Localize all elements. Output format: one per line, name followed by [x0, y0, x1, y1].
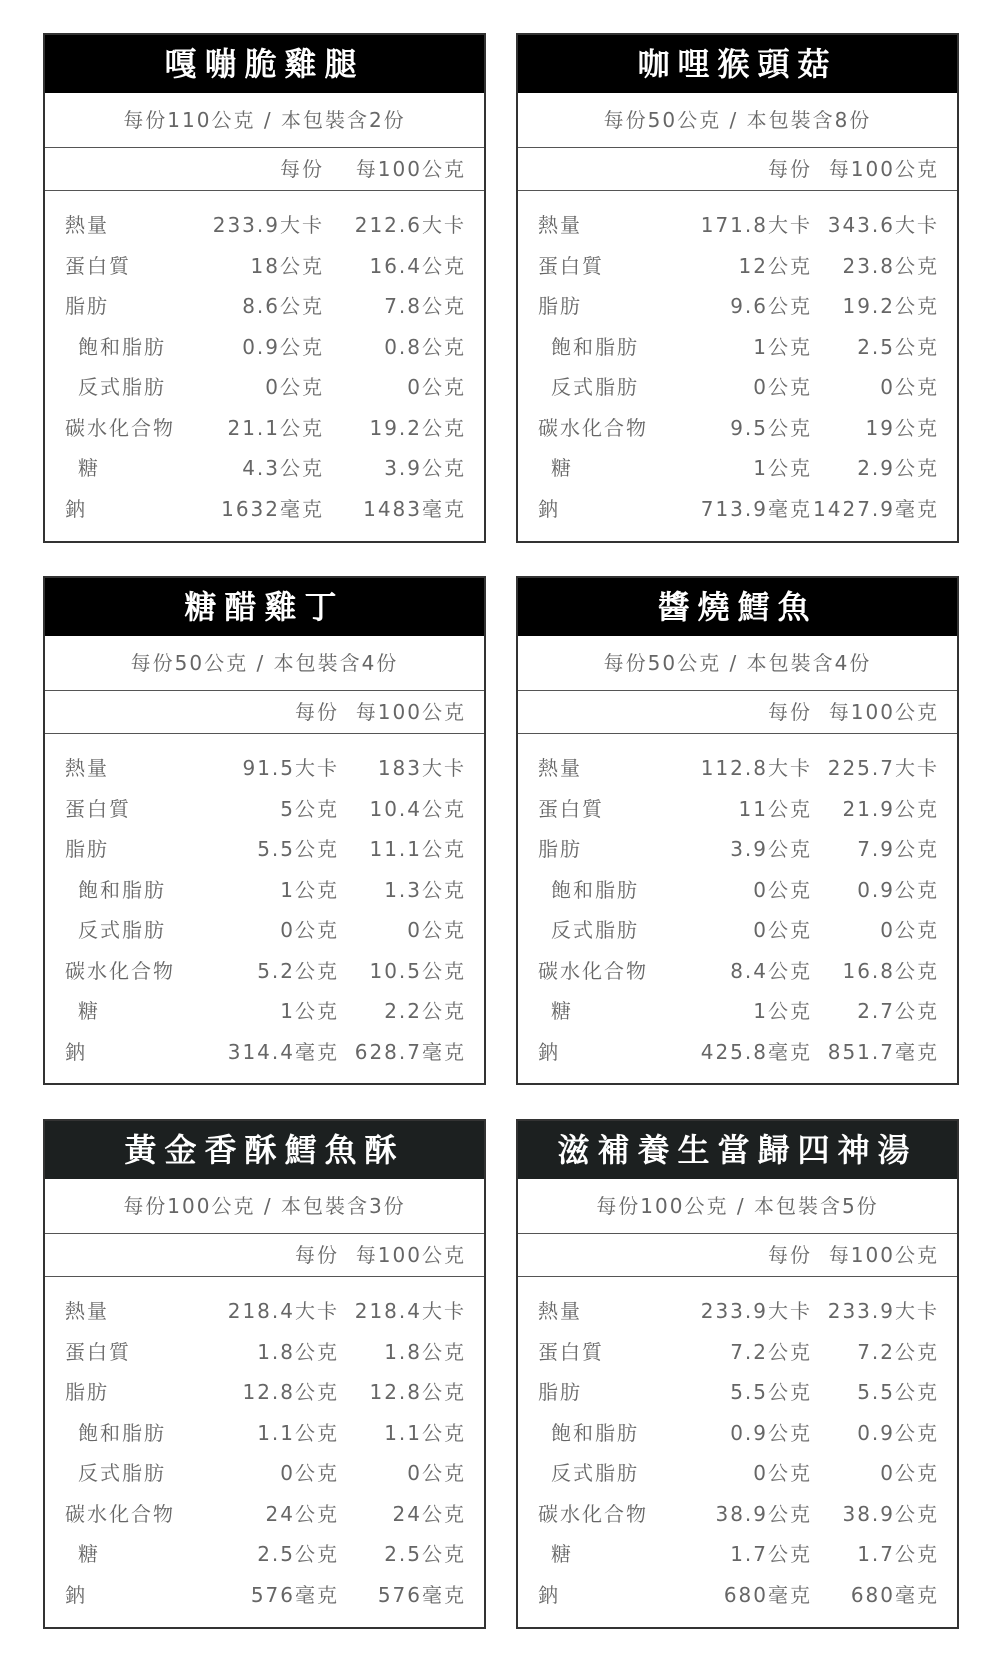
per-100g-value: 19.2公克 [842, 294, 939, 318]
nutrient-row [45, 951, 484, 992]
nutrient-label: 碳水化合物 [65, 415, 175, 440]
nutrient-row [518, 489, 957, 530]
product-title: 嘎嘣脆雞腿 [45, 35, 484, 93]
per-100g-value: 38.9公克 [842, 1501, 939, 1526]
nutrient-row [45, 910, 484, 951]
per-100g-value: 0.8公克 [384, 334, 466, 359]
per-serving-value: 1.8公克 [257, 1339, 339, 1364]
nutrient-label: 碳水化合物 [538, 1501, 648, 1526]
per-100g-value: 851.7毫克 [827, 1039, 939, 1064]
per-serving-header: 每份 [295, 700, 339, 724]
nutrient-row [518, 870, 957, 911]
per-100g-header: 每100公克 [828, 1243, 939, 1267]
per-serving-value: 5公克 [280, 796, 339, 821]
nutrient-row [518, 1575, 957, 1616]
product-title: 黃金香酥鱈魚酥 [45, 1121, 484, 1179]
per-serving-value: 680毫克 [723, 1582, 812, 1607]
per-serving-value: 0公克 [265, 375, 324, 399]
nutrient-row [45, 1413, 484, 1454]
nutrient-row [45, 1032, 484, 1073]
nutrient-label: 熱量 [65, 1299, 109, 1323]
column-header [45, 1234, 484, 1277]
nutrient-label: 蛋白質 [65, 253, 131, 278]
per-100g-value: 0.9公克 [857, 1420, 939, 1445]
nutrient-row [45, 286, 484, 327]
per-100g-value: 19公克 [865, 415, 939, 440]
column-header [45, 691, 484, 734]
nutrient-row [518, 327, 957, 368]
per-serving-value: 171.8大卡 [700, 213, 812, 237]
per-100g-value: 12.8公克 [369, 1380, 466, 1404]
per-100g-header: 每100公克 [355, 157, 466, 181]
nutrient-list [518, 191, 957, 529]
per-serving-value: 0公克 [280, 1461, 339, 1485]
nutrient-row [45, 1453, 484, 1494]
nutrient-row [518, 789, 957, 830]
nutrient-label: 飽和脂肪 [551, 1420, 639, 1445]
per-100g-value: 10.5公克 [369, 958, 466, 983]
nutrient-row [45, 1372, 484, 1413]
per-serving-value: 8.6公克 [242, 294, 324, 318]
serving-info: 每份100公克 / 本包裝含3份 [45, 1179, 484, 1234]
per-100g-value: 11.1公克 [369, 837, 466, 861]
column-header [518, 691, 957, 734]
nutrient-row [518, 1413, 957, 1454]
nutrient-row [45, 327, 484, 368]
serving-info: 每份100公克 / 本包裝含5份 [518, 1179, 957, 1234]
nutrient-row [45, 789, 484, 830]
per-serving-header: 每份 [295, 1243, 339, 1267]
nutrient-label: 反式脂肪 [78, 375, 166, 399]
nutrient-list [518, 1277, 957, 1615]
product-title: 滋補養生當歸四神湯 [518, 1121, 957, 1179]
nutrient-label: 脂肪 [65, 1380, 109, 1404]
nutrient-label: 反式脂肪 [551, 375, 639, 399]
per-100g-value: 1.8公克 [384, 1339, 466, 1364]
nutrient-row [45, 1494, 484, 1535]
per-100g-value: 23.8公克 [842, 253, 939, 278]
per-100g-value: 0公克 [880, 918, 939, 942]
nutrient-list [45, 191, 484, 529]
per-serving-value: 1.7公克 [730, 1542, 812, 1566]
nutrient-label: 糖 [551, 999, 573, 1023]
per-100g-value: 7.2公克 [857, 1339, 939, 1364]
nutrient-label: 糖 [78, 999, 100, 1023]
per-serving-value: 314.4毫克 [227, 1039, 339, 1064]
nutrient-row [518, 1372, 957, 1413]
per-100g-value: 5.5公克 [857, 1380, 939, 1404]
per-100g-value: 0公克 [880, 375, 939, 399]
per-100g-value: 680毫克 [850, 1582, 939, 1607]
nutrient-label: 反式脂肪 [551, 918, 639, 942]
per-100g-value: 218.4大卡 [354, 1299, 466, 1323]
per-100g-value: 7.8公克 [384, 294, 466, 318]
per-serving-header: 每份 [280, 157, 324, 181]
per-serving-value: 1公克 [753, 456, 812, 480]
per-100g-value: 183大卡 [377, 756, 466, 780]
per-100g-value: 24公克 [392, 1501, 466, 1526]
per-serving-value: 233.9大卡 [700, 1299, 812, 1323]
nutrient-row [45, 448, 484, 489]
nutrition-panel [516, 33, 959, 543]
nutrient-row [45, 205, 484, 246]
nutrient-row [518, 1332, 957, 1373]
nutrient-label: 鈉 [538, 496, 560, 521]
nutrient-row [45, 1534, 484, 1575]
nutrient-label: 飽和脂肪 [78, 334, 166, 359]
per-100g-value: 343.6大卡 [827, 213, 939, 237]
per-serving-value: 5.5公克 [257, 837, 339, 861]
nutrient-label: 脂肪 [538, 1380, 582, 1404]
nutrient-row [518, 1032, 957, 1073]
nutrient-label: 糖 [78, 456, 100, 480]
nutrient-row [518, 367, 957, 408]
nutrient-row [45, 246, 484, 287]
per-100g-value: 628.7毫克 [354, 1039, 466, 1064]
nutrient-row [45, 1575, 484, 1616]
nutrient-row [45, 870, 484, 911]
per-serving-value: 576毫克 [250, 1582, 339, 1607]
per-serving-value: 11公克 [738, 796, 812, 821]
per-serving-value: 9.6公克 [730, 294, 812, 318]
nutrient-row [518, 951, 957, 992]
per-serving-value: 3.9公克 [730, 837, 812, 861]
nutrition-panel [516, 1119, 959, 1629]
per-serving-value: 1.1公克 [257, 1420, 339, 1445]
nutrient-label: 糖 [551, 456, 573, 480]
nutrient-label: 蛋白質 [538, 1339, 604, 1364]
nutrient-label: 蛋白質 [65, 796, 131, 821]
nutrient-list [45, 1277, 484, 1615]
nutrient-row [518, 408, 957, 449]
nutrient-label: 糖 [551, 1542, 573, 1566]
per-100g-value: 1.3公克 [384, 877, 466, 902]
per-serving-value: 24公克 [265, 1501, 339, 1526]
product-title: 咖哩猴頭菇 [518, 35, 957, 93]
per-100g-value: 0公克 [407, 375, 466, 399]
per-serving-value: 8.4公克 [730, 958, 812, 983]
nutrition-panel [516, 576, 959, 1085]
per-100g-value: 2.7公克 [857, 999, 939, 1023]
per-100g-value: 0公克 [407, 918, 466, 942]
per-100g-value: 212.6大卡 [354, 213, 466, 237]
per-serving-value: 5.5公克 [730, 1380, 812, 1404]
per-100g-header: 每100公克 [355, 1243, 466, 1267]
nutrient-row [518, 1494, 957, 1535]
nutrient-row [45, 748, 484, 789]
per-100g-value: 0公克 [880, 1461, 939, 1485]
per-100g-header: 每100公克 [828, 157, 939, 181]
per-100g-value: 225.7大卡 [827, 756, 939, 780]
per-100g-value: 16.4公克 [369, 253, 466, 278]
per-100g-value: 1.1公克 [384, 1420, 466, 1445]
nutrient-row [45, 408, 484, 449]
nutrient-label: 熱量 [538, 213, 582, 237]
nutrient-label: 鈉 [65, 496, 87, 521]
per-100g-value: 233.9大卡 [827, 1299, 939, 1323]
nutrient-label: 脂肪 [65, 837, 109, 861]
nutrient-row [518, 1534, 957, 1575]
product-title: 醬燒鱈魚 [518, 578, 957, 636]
per-serving-value: 0.9公克 [242, 334, 324, 359]
per-serving-value: 425.8毫克 [700, 1039, 812, 1064]
product-title: 糖醋雞丁 [45, 578, 484, 636]
nutrient-label: 蛋白質 [538, 253, 604, 278]
per-serving-value: 12.8公克 [242, 1380, 339, 1404]
per-100g-header: 每100公克 [828, 700, 939, 724]
per-serving-value: 0公克 [753, 918, 812, 942]
per-serving-value: 38.9公克 [715, 1501, 812, 1526]
nutrition-panel [43, 33, 486, 543]
nutrient-row [45, 1291, 484, 1332]
per-serving-value: 0公克 [753, 877, 812, 902]
nutrient-row [45, 991, 484, 1032]
nutrient-label: 蛋白質 [65, 1339, 131, 1364]
nutrient-row [518, 829, 957, 870]
per-serving-value: 5.2公克 [257, 958, 339, 983]
nutrient-label: 鈉 [65, 1582, 87, 1607]
nutrient-label: 鈉 [538, 1039, 560, 1064]
per-serving-value: 18公克 [250, 253, 324, 278]
nutrient-label: 蛋白質 [538, 796, 604, 821]
nutrient-label: 碳水化合物 [65, 1501, 175, 1526]
per-100g-value: 576毫克 [377, 1582, 466, 1607]
nutrient-row [45, 829, 484, 870]
per-100g-value: 19.2公克 [369, 415, 466, 440]
per-100g-value: 2.5公克 [857, 334, 939, 359]
per-serving-value: 1公克 [280, 999, 339, 1023]
nutrient-row [518, 1291, 957, 1332]
per-100g-value: 1483毫克 [363, 496, 466, 521]
per-serving-value: 0公克 [280, 918, 339, 942]
per-100g-value: 10.4公克 [369, 796, 466, 821]
per-100g-value: 2.9公克 [857, 456, 939, 480]
column-header [45, 148, 484, 191]
nutrient-label: 熱量 [65, 756, 109, 780]
per-serving-value: 0公克 [753, 375, 812, 399]
nutrient-label: 脂肪 [538, 294, 582, 318]
nutrient-label: 熱量 [538, 1299, 582, 1323]
per-100g-value: 16.8公克 [842, 958, 939, 983]
nutrient-label: 碳水化合物 [65, 958, 175, 983]
nutrient-row [518, 910, 957, 951]
per-serving-value: 218.4大卡 [227, 1299, 339, 1323]
nutrient-list [518, 734, 957, 1072]
nutrient-row [45, 489, 484, 530]
per-serving-value: 9.5公克 [730, 415, 812, 440]
per-serving-value: 0公克 [753, 1461, 812, 1485]
per-100g-value: 21.9公克 [842, 796, 939, 821]
per-100g-value: 7.9公克 [857, 837, 939, 861]
nutrient-label: 脂肪 [538, 837, 582, 861]
nutrient-list [45, 734, 484, 1072]
nutrient-row [518, 748, 957, 789]
nutrient-label: 脂肪 [65, 294, 109, 318]
per-100g-value: 2.2公克 [384, 999, 466, 1023]
per-serving-value: 0.9公克 [730, 1420, 812, 1445]
nutrient-row [518, 205, 957, 246]
nutrient-row [518, 448, 957, 489]
per-serving-header: 每份 [768, 1243, 812, 1267]
per-serving-value: 1公克 [753, 999, 812, 1023]
per-100g-header: 每100公克 [355, 700, 466, 724]
per-serving-value: 233.9大卡 [212, 213, 324, 237]
nutrient-row [45, 367, 484, 408]
per-serving-value: 7.2公克 [730, 1339, 812, 1364]
serving-info: 每份110公克 / 本包裝含2份 [45, 93, 484, 148]
per-serving-value: 91.5大卡 [242, 756, 339, 780]
nutrition-panel [43, 576, 486, 1085]
per-serving-value: 1公克 [753, 334, 812, 359]
nutrient-label: 鈉 [65, 1039, 87, 1064]
nutrient-label: 飽和脂肪 [551, 877, 639, 902]
nutrient-label: 飽和脂肪 [78, 1420, 166, 1445]
per-serving-value: 12公克 [738, 253, 812, 278]
per-serving-value: 713.9毫克 [700, 496, 812, 521]
per-serving-value: 2.5公克 [257, 1542, 339, 1566]
per-100g-value: 1427.9毫克 [813, 496, 939, 521]
nutrient-row [518, 286, 957, 327]
nutrient-label: 糖 [78, 1542, 100, 1566]
per-100g-value: 3.9公克 [384, 456, 466, 480]
nutrient-row [518, 991, 957, 1032]
per-serving-value: 21.1公克 [227, 415, 324, 440]
per-serving-value: 1632毫克 [221, 496, 324, 521]
nutrient-row [518, 246, 957, 287]
nutrient-label: 反式脂肪 [78, 1461, 166, 1485]
nutrient-label: 熱量 [538, 756, 582, 780]
nutrient-label: 碳水化合物 [538, 958, 648, 983]
per-serving-header: 每份 [768, 157, 812, 181]
serving-info: 每份50公克 / 本包裝含4份 [518, 636, 957, 691]
nutrient-row [518, 1453, 957, 1494]
nutrient-row [45, 1332, 484, 1373]
per-100g-value: 2.5公克 [384, 1542, 466, 1566]
nutrient-label: 反式脂肪 [78, 918, 166, 942]
nutrient-label: 飽和脂肪 [78, 877, 166, 902]
per-100g-value: 0公克 [407, 1461, 466, 1485]
serving-info: 每份50公克 / 本包裝含4份 [45, 636, 484, 691]
nutrient-label: 碳水化合物 [538, 415, 648, 440]
serving-info: 每份50公克 / 本包裝含8份 [518, 93, 957, 148]
nutrient-label: 鈉 [538, 1582, 560, 1607]
nutrient-label: 飽和脂肪 [551, 334, 639, 359]
column-header [518, 1234, 957, 1277]
nutrient-label: 反式脂肪 [551, 1461, 639, 1485]
per-100g-value: 0.9公克 [857, 877, 939, 902]
per-serving-value: 112.8大卡 [700, 756, 812, 780]
per-100g-value: 1.7公克 [857, 1542, 939, 1566]
nutrition-panel [43, 1119, 486, 1629]
column-header [518, 148, 957, 191]
nutrient-label: 熱量 [65, 213, 109, 237]
per-serving-value: 4.3公克 [242, 456, 324, 480]
per-serving-header: 每份 [768, 700, 812, 724]
per-serving-value: 1公克 [280, 877, 339, 902]
